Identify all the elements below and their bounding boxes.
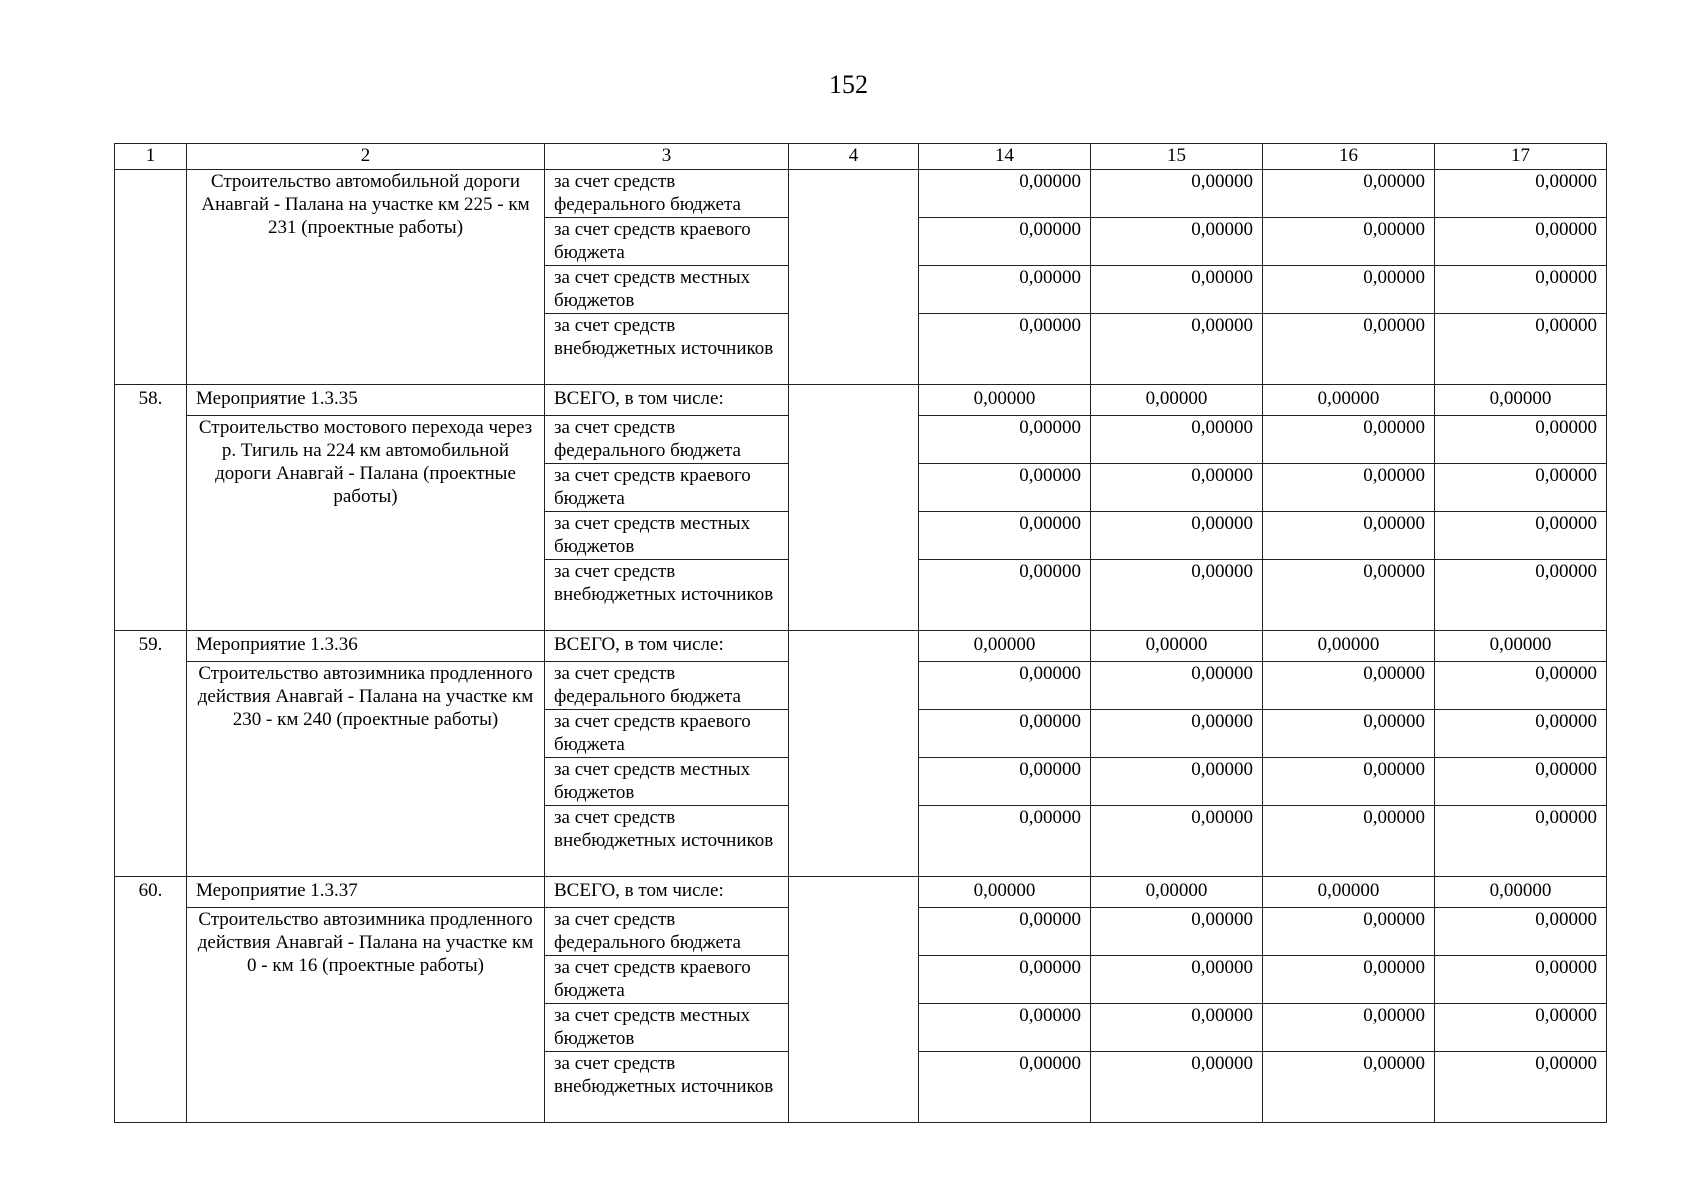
funding-source-label: за счет средств внебюджетных источников <box>545 560 789 631</box>
total-value-cell: 0,00000 <box>1263 877 1435 908</box>
funding-value-cell: 0,00000 <box>1091 806 1263 877</box>
funding-value-cell: 0,00000 <box>1263 170 1435 218</box>
funding-value-cell: 0,00000 <box>1435 1052 1607 1123</box>
funding-source-label: за счет средств федерального бюджета <box>545 416 789 464</box>
funding-value-cell: 0,00000 <box>1435 710 1607 758</box>
total-value-cell: 0,00000 <box>919 631 1091 662</box>
funding-value-cell: 0,00000 <box>1091 908 1263 956</box>
column-header: 16 <box>1263 144 1435 170</box>
funding-value-cell: 0,00000 <box>919 560 1091 631</box>
funding-value-cell: 0,00000 <box>1091 512 1263 560</box>
funding-source-label: за счет средств краевого бюджета <box>545 710 789 758</box>
funding-value-cell: 0,00000 <box>1263 908 1435 956</box>
total-value-cell: 0,00000 <box>1435 631 1607 662</box>
funding-value-cell: 0,00000 <box>1263 218 1435 266</box>
funding-value-cell: 0,00000 <box>1091 464 1263 512</box>
funding-value-cell: 0,00000 <box>919 806 1091 877</box>
funding-value-cell: 0,00000 <box>1091 266 1263 314</box>
funding-value-cell: 0,00000 <box>1263 662 1435 710</box>
funding-value-cell: 0,00000 <box>919 1052 1091 1123</box>
funding-value-cell: 0,00000 <box>1435 512 1607 560</box>
total-label: ВСЕГО, в том числе: <box>545 385 789 416</box>
funding-value-cell: 0,00000 <box>919 908 1091 956</box>
funding-value-cell: 0,00000 <box>1263 464 1435 512</box>
total-value-cell: 0,00000 <box>1435 385 1607 416</box>
funding-value-cell: 0,00000 <box>1091 560 1263 631</box>
funding-value-cell: 0,00000 <box>1091 956 1263 1004</box>
column-header: 14 <box>919 144 1091 170</box>
funding-value-cell: 0,00000 <box>1091 1052 1263 1123</box>
total-value-cell: 0,00000 <box>1263 385 1435 416</box>
total-label: ВСЕГО, в том числе: <box>545 877 789 908</box>
total-value-cell: 0,00000 <box>919 385 1091 416</box>
column-4-cell <box>789 170 919 385</box>
funding-source-label: за счет средств федерального бюджета <box>545 662 789 710</box>
column-4-cell <box>789 631 919 877</box>
total-value-cell: 0,00000 <box>1091 877 1263 908</box>
funding-source-label: за счет средств местных бюджетов <box>545 1004 789 1052</box>
funding-value-cell: 0,00000 <box>1091 710 1263 758</box>
funding-source-row <box>115 170 1607 218</box>
funding-source-label: за счет средств внебюджетных источников <box>545 1052 789 1123</box>
funding-value-cell: 0,00000 <box>919 170 1091 218</box>
column-header: 15 <box>1091 144 1263 170</box>
funding-value-cell: 0,00000 <box>919 758 1091 806</box>
funding-source-label: за счет средств краевого бюджета <box>545 218 789 266</box>
funding-value-cell: 0,00000 <box>1435 758 1607 806</box>
funding-value-cell: 0,00000 <box>1091 758 1263 806</box>
funding-value-cell: 0,00000 <box>1263 1052 1435 1123</box>
funding-value-cell: 0,00000 <box>1435 464 1607 512</box>
column-header: 1 <box>115 144 187 170</box>
funding-value-cell: 0,00000 <box>919 416 1091 464</box>
event-description: Строительство автомобильной дороги Анавгай - Палана на участке км 225 - км 231 (проектные работы) <box>187 170 545 385</box>
funding-value-cell: 0,00000 <box>1091 416 1263 464</box>
total-value-cell: 0,00000 <box>919 877 1091 908</box>
page-number: 152 <box>829 70 868 99</box>
column-header: 2 <box>187 144 545 170</box>
funding-value-cell: 0,00000 <box>1435 218 1607 266</box>
funding-source-label: за счет средств федерального бюджета <box>545 170 789 218</box>
funding-value-cell: 0,00000 <box>1263 416 1435 464</box>
funding-value-cell: 0,00000 <box>919 710 1091 758</box>
event-description: Строительство мостового перехода через р. Тигиль на 224 км автомобильной дороги Анавгай - Палана (проектные работы) <box>187 416 545 631</box>
funding-source-label: за счет средств местных бюджетов <box>545 758 789 806</box>
funding-value-cell: 0,00000 <box>1435 956 1607 1004</box>
funding-value-cell: 0,00000 <box>1263 710 1435 758</box>
funding-value-cell: 0,00000 <box>919 266 1091 314</box>
funding-value-cell: 0,00000 <box>1435 560 1607 631</box>
funding-value-cell: 0,00000 <box>1091 218 1263 266</box>
funding-source-label: за счет средств местных бюджетов <box>545 512 789 560</box>
funding-value-cell: 0,00000 <box>1263 758 1435 806</box>
funding-value-cell: 0,00000 <box>1091 314 1263 385</box>
event-total-row <box>115 385 1607 416</box>
column-header: 4 <box>789 144 919 170</box>
funding-value-cell: 0,00000 <box>919 464 1091 512</box>
funding-value-cell: 0,00000 <box>1263 266 1435 314</box>
funding-value-cell: 0,00000 <box>919 1004 1091 1052</box>
event-description: Строительство автозимника продленного действия Анавгай - Палана на участке км 230 - км 240 (проектные работы) <box>187 662 545 877</box>
funding-value-cell: 0,00000 <box>1435 662 1607 710</box>
column-4-cell <box>789 877 919 1123</box>
funding-source-label: за счет средств внебюджетных источников <box>545 806 789 877</box>
column-header: 17 <box>1435 144 1607 170</box>
row-number: 58. <box>115 385 187 631</box>
funding-value-cell: 0,00000 <box>1263 1004 1435 1052</box>
event-title: Мероприятие 1.3.35 <box>187 385 545 416</box>
event-total-row <box>115 877 1607 908</box>
funding-value-cell: 0,00000 <box>1263 560 1435 631</box>
funding-value-cell: 0,00000 <box>919 512 1091 560</box>
column-number-header-row <box>115 144 1607 170</box>
funding-value-cell: 0,00000 <box>919 314 1091 385</box>
event-title: Мероприятие 1.3.36 <box>187 631 545 662</box>
row-number-cell <box>115 170 187 385</box>
funding-value-cell: 0,00000 <box>1263 956 1435 1004</box>
funding-value-cell: 0,00000 <box>1435 1004 1607 1052</box>
budget-table <box>114 143 1607 1123</box>
row-number: 60. <box>115 877 187 1123</box>
funding-value-cell: 0,00000 <box>1435 908 1607 956</box>
funding-value-cell: 0,00000 <box>1435 416 1607 464</box>
total-value-cell: 0,00000 <box>1091 385 1263 416</box>
funding-value-cell: 0,00000 <box>919 662 1091 710</box>
funding-source-label: за счет средств внебюджетных источников <box>545 314 789 385</box>
funding-value-cell: 0,00000 <box>1263 314 1435 385</box>
row-number: 59. <box>115 631 187 877</box>
funding-value-cell: 0,00000 <box>1435 314 1607 385</box>
funding-value-cell: 0,00000 <box>1435 170 1607 218</box>
funding-value-cell: 0,00000 <box>1435 266 1607 314</box>
total-label: ВСЕГО, в том числе: <box>545 631 789 662</box>
funding-source-label: за счет средств краевого бюджета <box>545 956 789 1004</box>
total-value-cell: 0,00000 <box>1263 631 1435 662</box>
column-4-cell <box>789 385 919 631</box>
funding-source-label: за счет средств местных бюджетов <box>545 266 789 314</box>
event-description: Строительство автозимника продленного действия Анавгай - Палана на участке км 0 - км 16 (проектные работы) <box>187 908 545 1123</box>
total-value-cell: 0,00000 <box>1435 877 1607 908</box>
event-title: Мероприятие 1.3.37 <box>187 877 545 908</box>
funding-value-cell: 0,00000 <box>919 218 1091 266</box>
funding-source-label: за счет средств федерального бюджета <box>545 908 789 956</box>
funding-value-cell: 0,00000 <box>1091 1004 1263 1052</box>
funding-source-label: за счет средств краевого бюджета <box>545 464 789 512</box>
total-value-cell: 0,00000 <box>1091 631 1263 662</box>
funding-value-cell: 0,00000 <box>1091 170 1263 218</box>
funding-value-cell: 0,00000 <box>1435 806 1607 877</box>
funding-value-cell: 0,00000 <box>1091 662 1263 710</box>
funding-value-cell: 0,00000 <box>1263 512 1435 560</box>
event-total-row <box>115 631 1607 662</box>
funding-value-cell: 0,00000 <box>919 956 1091 1004</box>
funding-value-cell: 0,00000 <box>1263 806 1435 877</box>
column-header: 3 <box>545 144 789 170</box>
